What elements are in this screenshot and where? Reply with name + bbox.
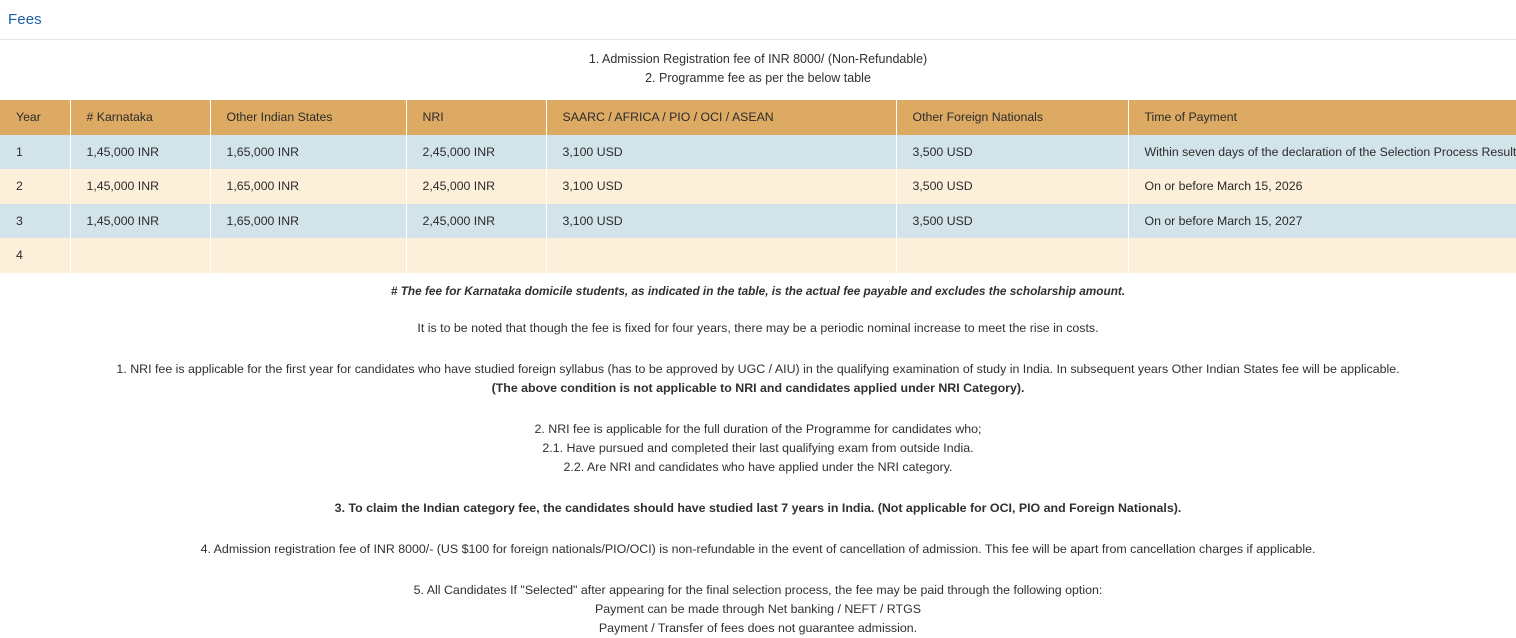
column-header-saarc: SAARC / AFRICA / PIO / OCI / ASEAN bbox=[546, 100, 896, 135]
note-1-nri-first-year: 1. NRI fee is applicable for the first year for candidates who have studied foreign syllabus (has to be approved by UGC / AIU) in the qualifying examination of study in India. In subsequent years Other Indian States fee will be applicable. bbox=[116, 361, 1400, 376]
cell-saarc bbox=[546, 238, 896, 273]
cell-nri: 2,45,000 INR bbox=[406, 204, 546, 239]
spacer bbox=[0, 559, 1516, 581]
column-header-time-of-payment: Time of Payment bbox=[1128, 100, 1516, 135]
spacer bbox=[0, 398, 1516, 420]
note-4-registration-fee-refund: 4. Admission registration fee of INR 8000/- (US $100 for foreign nationals/PIO/OCI) is non-refundable in the event of cancellation of admission. This fee will be apart from cancellation charges if applicable. bbox=[200, 541, 1316, 556]
table-row bbox=[0, 238, 1516, 273]
note-5-2-no-guarantee: Payment / Transfer of fees does not guarantee admission. bbox=[598, 620, 918, 635]
note-karnataka-footnote: # The fee for Karnataka domicile students, as indicated in the table, is the actual fee payable and excludes the scholarship amount. bbox=[390, 283, 1126, 298]
cell-year: 3 bbox=[0, 204, 70, 239]
note-5-1-net-banking: Payment can be made through Net banking / NEFT / RTGS bbox=[595, 601, 921, 616]
fee-table-body bbox=[0, 135, 1516, 273]
spacer bbox=[0, 338, 1516, 360]
cell-year: 4 bbox=[0, 238, 70, 273]
note-3-indian-category-fee: 3. To claim the Indian category fee, the candidates should have studied last 7 years in India. (Not applicable for OCI, PIO and Foreign Nationals). bbox=[334, 500, 1182, 515]
column-header-nri: NRI bbox=[406, 100, 546, 135]
cell-saarc: 3,100 USD bbox=[546, 169, 896, 204]
fee-table-container bbox=[0, 100, 1516, 273]
note-5-payment-option: 5. All Candidates If "Selected" after appearing for the final selection process, the fee may be paid through the following option: bbox=[413, 582, 1103, 597]
cell-year: 2 bbox=[0, 169, 70, 204]
table-row bbox=[0, 169, 1516, 204]
note-fixed-fee: It is to be noted that though the fee is fixed for four years, there may be a periodic nominal increase to meet the rise in costs. bbox=[417, 320, 1099, 335]
column-header-other-foreign-nationals: Other Foreign Nationals bbox=[896, 100, 1128, 135]
column-header-karnataka: # Karnataka bbox=[70, 100, 210, 135]
fee-table bbox=[0, 100, 1516, 273]
column-header-year: Year bbox=[0, 100, 70, 135]
intro-line-registration-fee: 1. Admission Registration fee of INR 8000/ (Non-Refundable) bbox=[588, 52, 928, 66]
cell-saarc: 3,100 USD bbox=[546, 135, 896, 170]
cell-nri: 2,45,000 INR bbox=[406, 169, 546, 204]
page-title[interactable]: Fees bbox=[8, 11, 42, 28]
note-2-2-nri-category: 2.2. Are NRI and candidates who have applied under the NRI category. bbox=[563, 459, 953, 474]
cell-other-foreign-nationals bbox=[896, 238, 1128, 273]
cell-karnataka: 1,45,000 INR bbox=[70, 135, 210, 170]
spacer bbox=[0, 518, 1516, 540]
intro-block bbox=[0, 40, 1516, 88]
cell-nri bbox=[406, 238, 546, 273]
cell-other-indian-states: 1,65,000 INR bbox=[210, 169, 406, 204]
cell-saarc: 3,100 USD bbox=[546, 204, 896, 239]
cell-other-indian-states bbox=[210, 238, 406, 273]
cell-other-foreign-nationals: 3,500 USD bbox=[896, 169, 1128, 204]
column-header-other-indian-states: Other Indian States bbox=[210, 100, 406, 135]
spacer bbox=[0, 301, 1516, 319]
cell-time-of-payment bbox=[1128, 238, 1516, 273]
cell-year: 1 bbox=[0, 135, 70, 170]
cell-time-of-payment: On or before March 15, 2027 bbox=[1128, 204, 1516, 239]
cell-karnataka bbox=[70, 238, 210, 273]
table-row bbox=[0, 204, 1516, 239]
note-2-nri-full-duration: 2. NRI fee is applicable for the full duration of the Programme for candidates who; bbox=[534, 421, 982, 436]
note-1-sub-condition: (The above condition is not applicable to NRI and candidates applied under NRI Category). bbox=[491, 380, 1025, 395]
cell-other-foreign-nationals: 3,500 USD bbox=[896, 135, 1128, 170]
notes-block bbox=[0, 273, 1516, 638]
cell-karnataka: 1,45,000 INR bbox=[70, 204, 210, 239]
table-row bbox=[0, 135, 1516, 170]
note-2-1-last-qualifying-exam: 2.1. Have pursued and completed their last qualifying exam from outside India. bbox=[542, 440, 974, 455]
cell-other-indian-states: 1,65,000 INR bbox=[210, 135, 406, 170]
cell-other-indian-states: 1,65,000 INR bbox=[210, 204, 406, 239]
cell-time-of-payment: Within seven days of the declaration of the Selection Process Result bbox=[1128, 135, 1516, 170]
cell-karnataka: 1,45,000 INR bbox=[70, 169, 210, 204]
fee-table-head bbox=[0, 100, 1516, 135]
cell-time-of-payment: On or before March 15, 2026 bbox=[1128, 169, 1516, 204]
cell-nri: 2,45,000 INR bbox=[406, 135, 546, 170]
page-header bbox=[0, 0, 1516, 40]
spacer bbox=[0, 477, 1516, 499]
cell-other-foreign-nationals: 3,500 USD bbox=[896, 204, 1128, 239]
intro-line-programme-fee: 2. Programme fee as per the below table bbox=[645, 71, 871, 85]
table-header-row bbox=[0, 100, 1516, 135]
